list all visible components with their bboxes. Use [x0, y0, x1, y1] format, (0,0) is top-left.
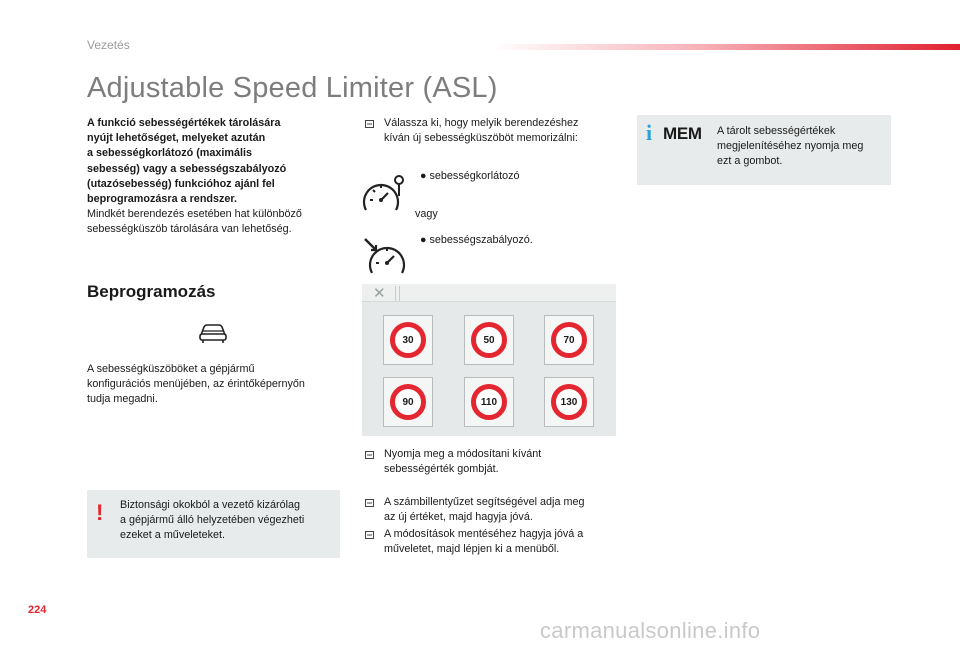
memo-line: ezt a gombot. [717, 155, 783, 168]
toolbar-divider [399, 286, 400, 301]
speed-button-110[interactable] [464, 377, 514, 427]
warning-line: Biztonsági okokból a vezető kizárólag [120, 499, 301, 511]
speed-limiter-gauge-icon [362, 172, 410, 221]
intro-bold-line: nyújt lehetőséget, melyeket azután [87, 132, 266, 145]
speed-sign: 70 [551, 322, 587, 358]
speed-button-50[interactable] [464, 315, 514, 365]
intro-bold-line: beprogramozásra a rendszer. [87, 193, 238, 206]
option-cruise-control: ● sebességszabályozó. [420, 234, 533, 246]
cruise-control-gauge-icon [362, 235, 410, 284]
or-label: vagy [415, 208, 438, 220]
option-speed-limiter: ● sebességkorlátozó [420, 170, 520, 182]
page-number: 224 [28, 604, 47, 616]
intro-paragraph [87, 116, 337, 238]
section-heading: Beprogramozás [87, 282, 216, 301]
programming-line: konfigurációs menüjében, az érintőképernyőn [87, 378, 305, 391]
step-press-speed [365, 447, 615, 479]
warning-text [120, 498, 338, 544]
step-select-device [365, 116, 615, 148]
mem-button-label: MEM [663, 124, 702, 143]
intro-bold-line: (utazósebesség) funkcióhoz ajánl fel [87, 177, 275, 190]
page-title: Adjustable Speed Limiter (ASL) [87, 72, 498, 104]
speed-sign: 30 [390, 322, 426, 358]
close-icon[interactable]: ✕ [373, 285, 386, 302]
speed-sign: 110 [471, 384, 507, 420]
step-bullet-icon [365, 118, 374, 126]
speed-sign: 50 [471, 322, 507, 358]
watermark: carmanualsonline.info [540, 618, 761, 643]
step-save-exit [365, 527, 615, 559]
toolbar-divider [395, 286, 396, 301]
step-bullet-icon [365, 497, 374, 505]
speed-sign: 90 [390, 384, 426, 420]
intro-bold-line: A funkció sebességértékek tárolására [87, 117, 281, 129]
step-line: A módosítások mentéséhez hagyja jóvá a [384, 528, 584, 540]
info-icon: i [646, 120, 653, 145]
warning-line: ezeket a műveleteket. [120, 529, 226, 542]
speed-button-130[interactable] [544, 377, 594, 427]
memo-text [717, 124, 885, 170]
car-icon [198, 322, 228, 349]
screen-toolbar [362, 284, 616, 302]
step-line: Nyomja meg a módosítani kívánt [384, 448, 542, 460]
step-line: A számbillentyűzet segítségével adja meg [384, 496, 585, 508]
warning-line: a gépjármű álló helyzetében végezheti [120, 514, 305, 527]
speed-sign: 130 [551, 384, 587, 420]
intro-line: sebességküszöb tárolására van lehetőség. [87, 223, 292, 236]
step-line: Válassza ki, hogy melyik berendezéshez [384, 117, 579, 129]
exclamation-icon: ! [96, 500, 104, 525]
speed-button-70[interactable] [544, 315, 594, 365]
intro-bold-line: sebesség) vagy a sebességszabályozó [87, 162, 287, 175]
memo-line: megjelenítéséhez nyomja meg [717, 140, 864, 153]
speed-button-30[interactable] [383, 315, 433, 365]
intro-line: Mindkét berendezés esetében hat különböző [87, 208, 302, 221]
step-bullet-icon [365, 449, 374, 457]
programming-text [87, 362, 337, 408]
intro-bold-line: a sebességkorlátozó (maximális [87, 147, 253, 160]
step-enter-value [365, 495, 615, 527]
header-accent-bar [490, 44, 960, 50]
memo-line: A tárolt sebességértékek [717, 125, 836, 137]
step-line: sebességérték gombját. [384, 463, 499, 476]
step-line: az új értéket, majd hagyja jóvá. [384, 511, 533, 524]
speed-button-90[interactable] [383, 377, 433, 427]
programming-line: A sebességküszöböket a gépjármű [87, 363, 255, 375]
section-label: Vezetés [87, 38, 130, 52]
step-line: kíván új sebességküszöböt memorizálni: [384, 132, 578, 145]
programming-line: tudja megadni. [87, 393, 158, 406]
step-line: műveletet, majd lépjen ki a menüből. [384, 543, 560, 556]
step-bullet-icon [365, 529, 374, 537]
